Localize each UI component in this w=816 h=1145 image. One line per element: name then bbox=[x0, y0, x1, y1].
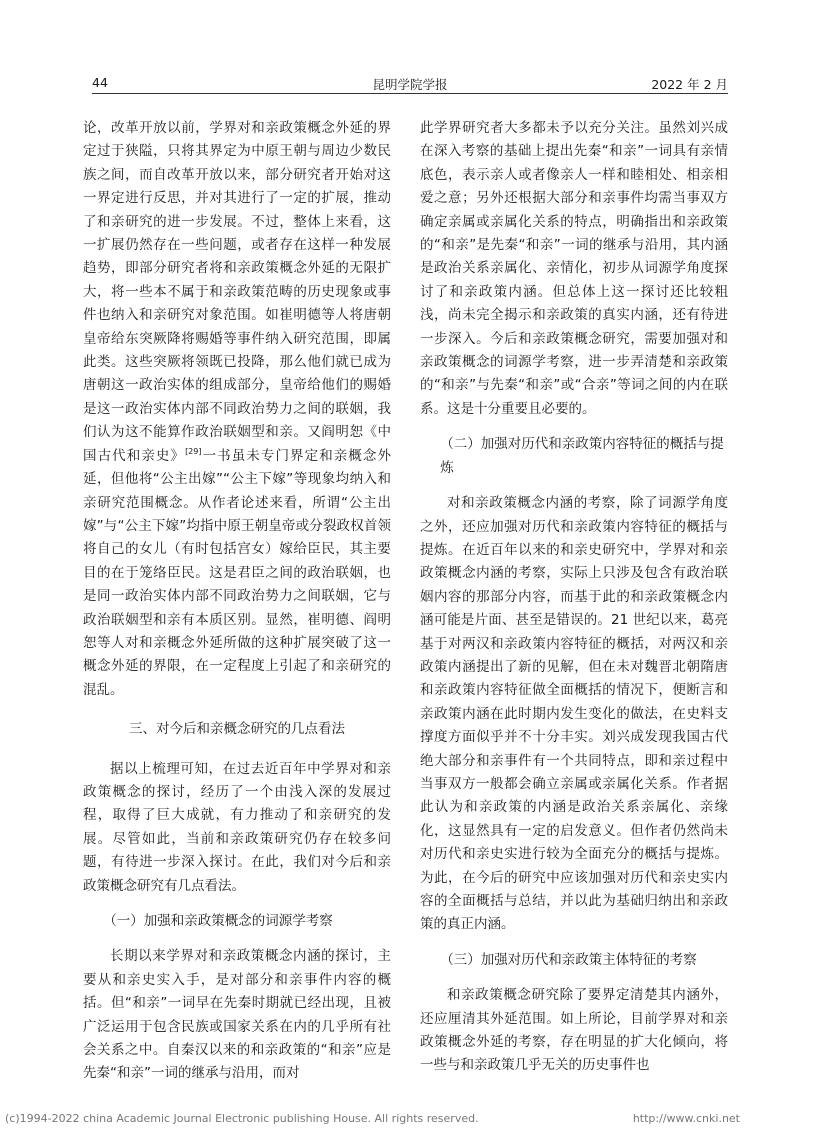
subsection-heading: （三）加强对历代和亲政策主体特征的考察 bbox=[440, 951, 697, 968]
paragraph: 此学界研究者大多都未予以充分关注。虽然刘兴成在深入考察的基础上提出先秦“和亲”一词具有亲情底色，表示亲人或者像亲人一样和睦相处、相亲相爱之意；另外还根据大部分和亲事件均需当事双方确定亲属或亲属化关系的特点，明确指出和亲政策的“和亲”是先秦“和亲”一词的继承与沿用，其内涵是政治关系亲属化、亲情化，初步从词源学角度探讨了和亲政策内涵。但总体上这一探讨还比较粗浅，尚未完全揭示和亲政策的真实内涵，还有待进一步深入。今后和亲政策概念研究，需要加强对和亲政策概念的词源学考察，进一步弄清楚和亲政策的“和亲”与先秦“和亲”或“合亲”等词之间的内在联系。这是十分重要且必要的。 bbox=[420, 120, 728, 417]
citation-ref[interactable]: [29] bbox=[185, 446, 202, 456]
page-number: 44 bbox=[92, 75, 108, 90]
cnki-link[interactable]: http://www.cnki.net bbox=[632, 1112, 740, 1125]
journal-title: 昆明学院学报 bbox=[372, 77, 448, 92]
paragraph: 对和亲政策概念内涵的考察，除了词源学角度之外，还应加强对历代和亲政策内容特征的概括与提炼。在近百年以来的和亲史研究中，学界对和亲政策概念内涵的考察，实际上只涉及包含有政治联姻内容的那部分内容，而基于此的和亲政策概念内涵可能是片面、甚至是错误的。21 世纪以来，葛亮基于对两汉和亲政策内容特征的概括，对两汉和亲政策内涵提出了新的见解，但在未对魏晋北朝隋唐和亲政策内容特征做全面概括的情况下，便断言和亲政策内涵在此时期内发生变化的做法，在史料支撑度方面似乎并不十分丰实。刘兴成发现我国古代绝大部分和亲事件有一个共同特点，即和亲过程中当事双方一般都会确立亲属或亲属化关系。作者据此认为和亲政策的内涵是政治关系亲属化、亲缘化，这显然具有一定的启发意义。但作者仍然尚未对历代和亲史实进行较为全面充分的概括与提炼。为此，在今后的研究中应该加强对历代和亲史实内容的全面概括与总结，并以此为基础归纳出和亲政策的真正内涵。 bbox=[420, 495, 728, 933]
subsection-heading: （二）加强对历代和亲政策内容特征的概括与提炼 bbox=[440, 436, 724, 476]
paragraph: 据以上梳理可知，在过去近百年中学界对和亲政策概念的探讨，经历了一个由浅入深的发展过程，取得了巨大成就，有力推动了和亲研究的发展。尽管如此，当前和亲政策研究仍存在较多问题，有待进一步深入探讨。在此，我们对今后和亲政策概念研究有几点看法。 bbox=[83, 760, 391, 894]
right-column bbox=[420, 117, 728, 1078]
copyright-notice: (c)1994-2022 china Academic Journal Electronic publishing House. All rights reserved. bbox=[5, 1112, 479, 1125]
section-heading: 三、对今后和亲概念研究的几点看法 bbox=[129, 721, 345, 738]
issue-date: 2022 年 2 月 bbox=[651, 77, 728, 92]
subsection-heading: （一）加强和亲政策概念的词源学考察 bbox=[103, 913, 333, 929]
left-column bbox=[83, 117, 391, 1086]
paragraph: 长期以来学界对和亲政策概念内涵的探讨，主要从和亲史实入手，是对部分和亲事件内容的概括。但“和亲”一词早在先秦时期就已经出现，且被广泛运用于包含民族或国家关系在内的几乎所有社会关系之中。自秦汉以来的和亲政策的“和亲”应是先秦“和亲”一词的继承与沿用，而对 bbox=[83, 948, 391, 1082]
paragraph: 论，改革开放以前，学界对和亲政策概念外延的界定过于狭隘，只将其界定为中原王朝与周边少数民族之间，而自改革开放以来，部分研究者开始对这一界定进行反思，并对其进行了一定的扩展，推动了和亲研究的进一步发展。不过，整体上来看，这一扩展仍然存在一些问题，或者存在这样一种发展趋势，即部分研究者将和亲政策概念外延的无限扩大，将一些本不属于和亲政策范畴的历史现象或事件也纳入和亲研究对象范围。如崔明德等人将唐朝皇帝给东突厥降将赐婚等事件纳入研究范围，即属此类。这些突厥将领既已投降，那么他们就已成为唐朝这一政治实体的组成部分，皇帝给他们的赐婚是这一政治实体内部不同政治势力之间的联姻，我们认为这不能算作政治联姻型和亲。又阎明恕《中国古代和亲史》[29]一书虽未专门界定和亲概念外延，但他将“公主出嫁”“公主下嫁”等现象均纳入和亲研究范围概念。从作者论述来看，所谓“公主出嫁”与“公主下嫁”均指中原王朝皇帝或分裂政权首领将自己的女儿（有时包括宫女）嫁给臣民，其主要目的在于笼络臣民。这是君臣之间的政治联姻，也是同一政治实体内部不同政治势力之间联姻，它与政治联姻型和亲有本质区别。显然，崔明德、阎明恕等人对和亲概念外延所做的这种扩展突破了这一概念外延的界限，在一定程度上引起了和亲研究的混乱。 bbox=[83, 120, 392, 698]
paragraph: 和亲政策概念研究除了要界定清楚其内涵外，还应厘清其外延范围。如上所论，目前学界对和亲政策概念外延的考察，存在明显的扩大化倾向，将一些与和亲政策几乎无关的历史事件也 bbox=[420, 987, 728, 1074]
footer bbox=[0, 1112, 816, 1130]
running-header bbox=[92, 73, 728, 94]
